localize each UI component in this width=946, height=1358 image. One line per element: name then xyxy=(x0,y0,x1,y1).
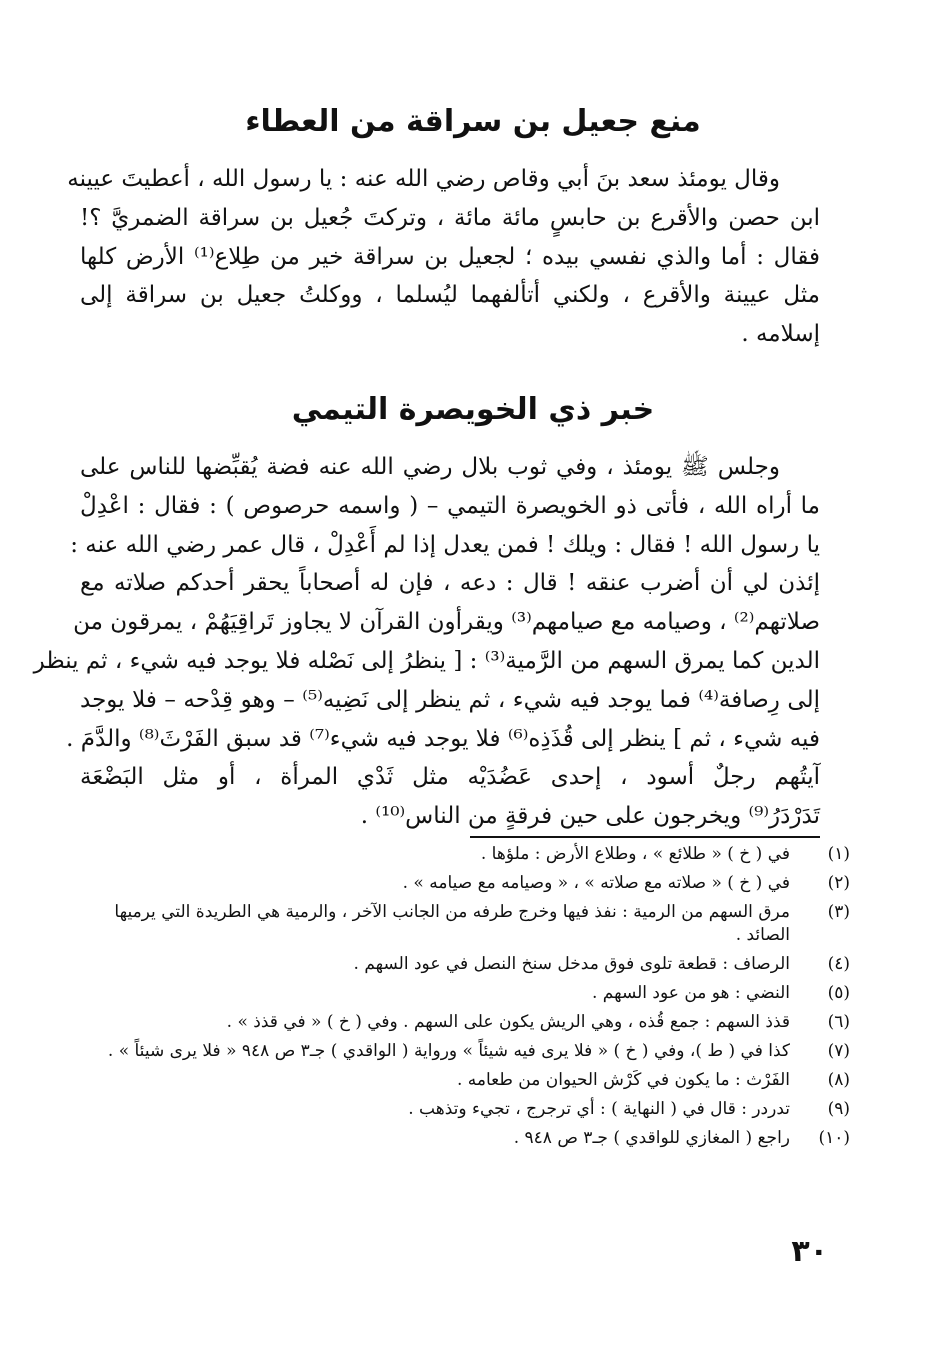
text-line: إئذن لي أن أضرب عنقه ! قال : دعه ، فإن له أصحاباً يحقر أحدكم صلاته مع xyxy=(80,570,820,597)
text-line: الدين كما يمرق السهم من الرَّمية⁽³⁾ : [ ينظرُ إلى نَصْله فلا يوجد فيه شيء ، ثم ينظر xyxy=(33,647,820,674)
section-heading-khuwaysira: خبر ذي الخويصرة التيمي xyxy=(291,392,655,427)
footnote-text: الفَرْث : ما يكون في كَرْش الحيوان من طعامه . xyxy=(456,1070,790,1090)
footnote xyxy=(95,843,850,866)
paragraph-khuwaysira xyxy=(33,448,820,836)
footnote xyxy=(95,1011,850,1034)
page-number: ٣٠ xyxy=(791,1234,828,1269)
text-line: فقال : أما والذي نفسي بيده ؛ لجعيل بن سراقة خير من طِلاع⁽¹⁾ الأرض كلها xyxy=(80,243,820,270)
text-line: آيتُهم رجلٌ أسود ، إحدى عَضُدَيْه مثل ثَدْي المرأة ، أو مثل البَضْعَة xyxy=(80,764,820,791)
text-line: يا رسول الله ! فقال : ويلك ! فمن يعدل إذا لم أَعْدِلْ ، قال عمر رضي الله عنه : xyxy=(70,531,820,558)
text-line: وقال يومئذ سعد بنَ أبي وقاص رضي الله عنه : يا رسول الله ، أعطيتَ عيينه xyxy=(67,166,780,192)
footnote-number: (٣) xyxy=(827,902,850,922)
footnote xyxy=(95,953,850,976)
footnote-number: (٦) xyxy=(827,1012,850,1032)
footnote-text: في ( خ ) « صلاته مع صلاته » ، « وصيامه مع صيامه » . xyxy=(402,873,790,893)
footnote-number: (٤) xyxy=(827,954,850,974)
footnote xyxy=(95,1069,850,1092)
footnote xyxy=(95,901,850,947)
text-line: تَدَرْدَرُ⁽⁹⁾ ويخرجون على حين فرقةٍ من الناس⁽¹⁰⁾ . xyxy=(360,803,820,830)
footnote-number: (٢) xyxy=(827,873,850,893)
footnote-number: (٥) xyxy=(827,983,850,1003)
footnote-separator xyxy=(470,836,820,838)
paragraph-juail xyxy=(67,160,820,354)
footnote xyxy=(95,982,850,1005)
footnote-text: كذا في ( ط )، وفي ( خ ) « فلا يرى فيه شيئاً » ورواية ( الواقدي ) جـ٣ ص ٩٤٨ « فلا يرى شيئاً » . xyxy=(107,1041,790,1061)
footnotes-list xyxy=(95,843,850,1156)
text-line: ما أراه الله ، فأتى ذو الخويصرة التيمي – ( واسمه حرصوص ) : فقال : اعْدِلْ xyxy=(80,492,820,519)
text-line: مثل عيينة والأقرع ، ولكني أتألفهما ليُسلما ، ووكلتُ جعيل بن سراقة إلى xyxy=(80,282,820,309)
footnote-text: تدردر : قال في ( النهاية ) : أي ترجرج ، تجيء وتذهب . xyxy=(408,1099,790,1119)
footnote xyxy=(95,1040,850,1063)
section-heading-juail: منع جعيل بن سراقة من العطاء xyxy=(245,104,701,139)
footnote-text: راجع ( المغازي للواقدي ) جـ٣ ص ٩٤٨ . xyxy=(513,1128,790,1148)
footnote-number: (٩) xyxy=(827,1099,850,1119)
footnote-number: (٨) xyxy=(827,1070,850,1090)
footnote-number: (١٠) xyxy=(818,1128,850,1148)
footnote xyxy=(95,1098,850,1121)
text-line: فيه شيء ، ثم ] ينظر إلى قُذَذِه⁽⁶⁾ فلا يوجد فيه شيء⁽⁷⁾ قد سبق الفَرْثَ⁽⁸⁾ والدَّمَ . xyxy=(66,725,820,752)
footnote xyxy=(95,1127,850,1150)
text-line: إسلامه . xyxy=(741,321,820,348)
footnote xyxy=(95,872,850,895)
text-line: صلاتهم⁽²⁾ ، وصيامه مع صيامهم⁽³⁾ ويقرأون القرآن لا يجاوز تَراقِيَهُمْ ، يمرقون من xyxy=(73,609,820,636)
text-line: وجلس ﷺ يومئذ ، وفي ثوب بلال رضي الله عنه فضة يُقبِّضها للناس على xyxy=(80,454,780,480)
footnote-number: (٧) xyxy=(827,1041,850,1061)
text-line: ابن حصن والأقرع بن حابسٍ مائة مائة ، وتركتَ جُعيل بن سراقة الضمريَّ ؟! xyxy=(80,204,820,231)
footnote-text: الرصاف : قطعة تلوى فوق مدخل سنخ النصل في عود السهم . xyxy=(353,954,790,974)
text-line: إلى رِصافة⁽⁴⁾ فما يوجد فيه شيء ، ثم ينظر إلى نَضِيه⁽⁵⁾ – وهو قِدْحه – فلا يوجد xyxy=(80,686,820,713)
footnote-text: في ( خ ) « طلائع » ، وطلاع الأرض : ملؤها . xyxy=(480,844,790,864)
footnote-text: مرق السهم من الرمية : نفذ فيها وخرج طرفه من الجانب الآخر ، والرمية هي الطريدة التي يرميها الصائد . xyxy=(114,902,790,945)
footnote-number: (١) xyxy=(827,844,850,864)
footnote-text: النضي : هو من عود السهم . xyxy=(591,983,790,1003)
footnote-text: قذذ السهم : جمع قُذه ، وهي الريش يكون على السهم . وفي ( خ ) « في قذذ » . xyxy=(226,1012,790,1032)
